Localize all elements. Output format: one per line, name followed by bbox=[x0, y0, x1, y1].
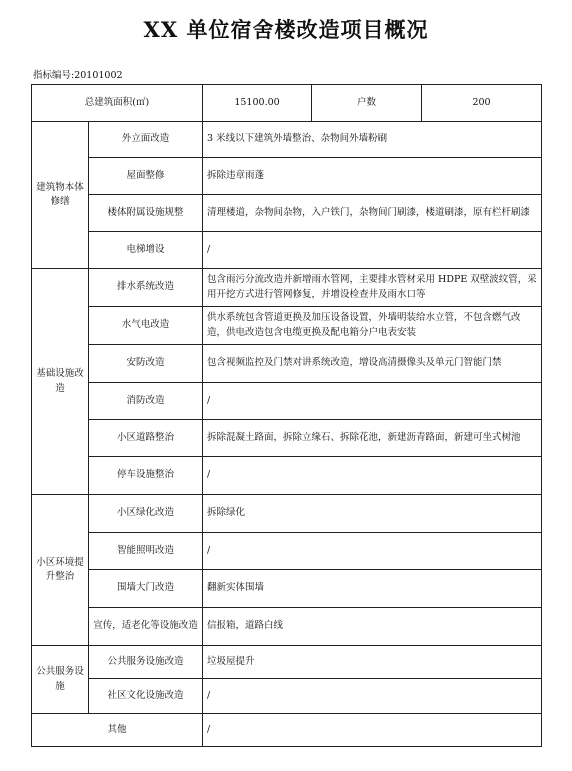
item-content: / bbox=[203, 457, 542, 495]
category-cell: 小区环境提升整治 bbox=[32, 495, 89, 646]
table-row bbox=[32, 232, 542, 269]
item-content: 拆除绿化 bbox=[203, 495, 542, 533]
item-name: 公共服务设施改造 bbox=[89, 646, 203, 679]
item-content: / bbox=[203, 383, 542, 420]
document-title: XX 单位宿舍楼改造项目概况 bbox=[143, 17, 429, 42]
table-row bbox=[32, 679, 542, 714]
table-row bbox=[32, 307, 542, 345]
table-row bbox=[32, 420, 542, 457]
item-content: 翻新实体围墙 bbox=[203, 570, 542, 608]
table-row bbox=[32, 495, 542, 533]
total-area-label: 总建筑面积(㎡) bbox=[32, 85, 203, 122]
item-content: 包含雨污分流改造并新增雨水管网，主要排水管材采用 HDPE 双壁波纹管，采用开挖方式进行管网修复，并增设检查井及雨水口等 bbox=[203, 269, 542, 307]
item-name: 小区道路整治 bbox=[89, 420, 203, 457]
item-name: 社区文化设施改造 bbox=[89, 679, 203, 714]
table-row bbox=[32, 195, 542, 232]
item-content: 信报箱，道路白线 bbox=[203, 608, 542, 646]
document-number: 指标编号:20101002 bbox=[33, 70, 123, 81]
other-label: 其他 bbox=[32, 714, 203, 747]
item-name: 宣传，适老化等设施改造 bbox=[89, 608, 203, 646]
category-cell: 公共服务设施 bbox=[32, 646, 89, 714]
item-content: 包含视频监控及门禁对讲系统改造，增设高清摄像头及单元门智能门禁 bbox=[203, 345, 542, 383]
total-area-value: 15100.00 bbox=[203, 85, 312, 122]
item-content: 拆除违章雨蓬 bbox=[203, 158, 542, 195]
item-content: 供水系统包含管道更换及加压设备设置，外墙明装给水立管，不包含燃气改造，供电改造包含电缆更换及配电箱分户电表安装 bbox=[203, 307, 542, 345]
item-content: / bbox=[203, 679, 542, 714]
item-name: 屋面整修 bbox=[89, 158, 203, 195]
table-row bbox=[32, 269, 542, 307]
other-content: / bbox=[203, 714, 542, 747]
item-content: 3 米线以下建筑外墙整治、杂物间外墙粉刷 bbox=[203, 122, 542, 158]
item-name: 智能照明改造 bbox=[89, 533, 203, 570]
table-row bbox=[32, 570, 542, 608]
item-name: 电梯增设 bbox=[89, 232, 203, 269]
item-name: 楼体附属设施规整 bbox=[89, 195, 203, 232]
table-row bbox=[32, 158, 542, 195]
households-value: 200 bbox=[422, 85, 542, 122]
category-cell: 基础设施改造 bbox=[32, 269, 89, 495]
item-content: 拆除混凝土路面，拆除立缘石、拆除花池，新建沥青路面，新建可坐式树池 bbox=[203, 420, 542, 457]
table-row bbox=[32, 608, 542, 646]
item-name: 小区绿化改造 bbox=[89, 495, 203, 533]
item-name: 围墙大门改造 bbox=[89, 570, 203, 608]
item-name: 安防改造 bbox=[89, 345, 203, 383]
item-content: / bbox=[203, 232, 542, 269]
table-row bbox=[32, 714, 542, 747]
item-name: 外立面改造 bbox=[89, 122, 203, 158]
item-content: / bbox=[203, 533, 542, 570]
summary-row bbox=[32, 85, 542, 122]
item-content: 清理楼道，杂物间杂物，入户铁门，杂物间门刷漆，楼道刷漆，原有栏杆刷漆 bbox=[203, 195, 542, 232]
table-row bbox=[32, 457, 542, 495]
project-overview-table bbox=[31, 84, 542, 747]
table-row bbox=[32, 646, 542, 679]
category-cell: 建筑物本体修缮 bbox=[32, 122, 89, 269]
table-row bbox=[32, 122, 542, 158]
item-name: 消防改造 bbox=[89, 383, 203, 420]
item-name: 停车设施整治 bbox=[89, 457, 203, 495]
table-row bbox=[32, 383, 542, 420]
item-content: 垃圾屋提升 bbox=[203, 646, 542, 679]
item-name: 排水系统改造 bbox=[89, 269, 203, 307]
item-name: 水气电改造 bbox=[89, 307, 203, 345]
table-row bbox=[32, 345, 542, 383]
table-row bbox=[32, 533, 542, 570]
households-label: 户数 bbox=[312, 85, 422, 122]
